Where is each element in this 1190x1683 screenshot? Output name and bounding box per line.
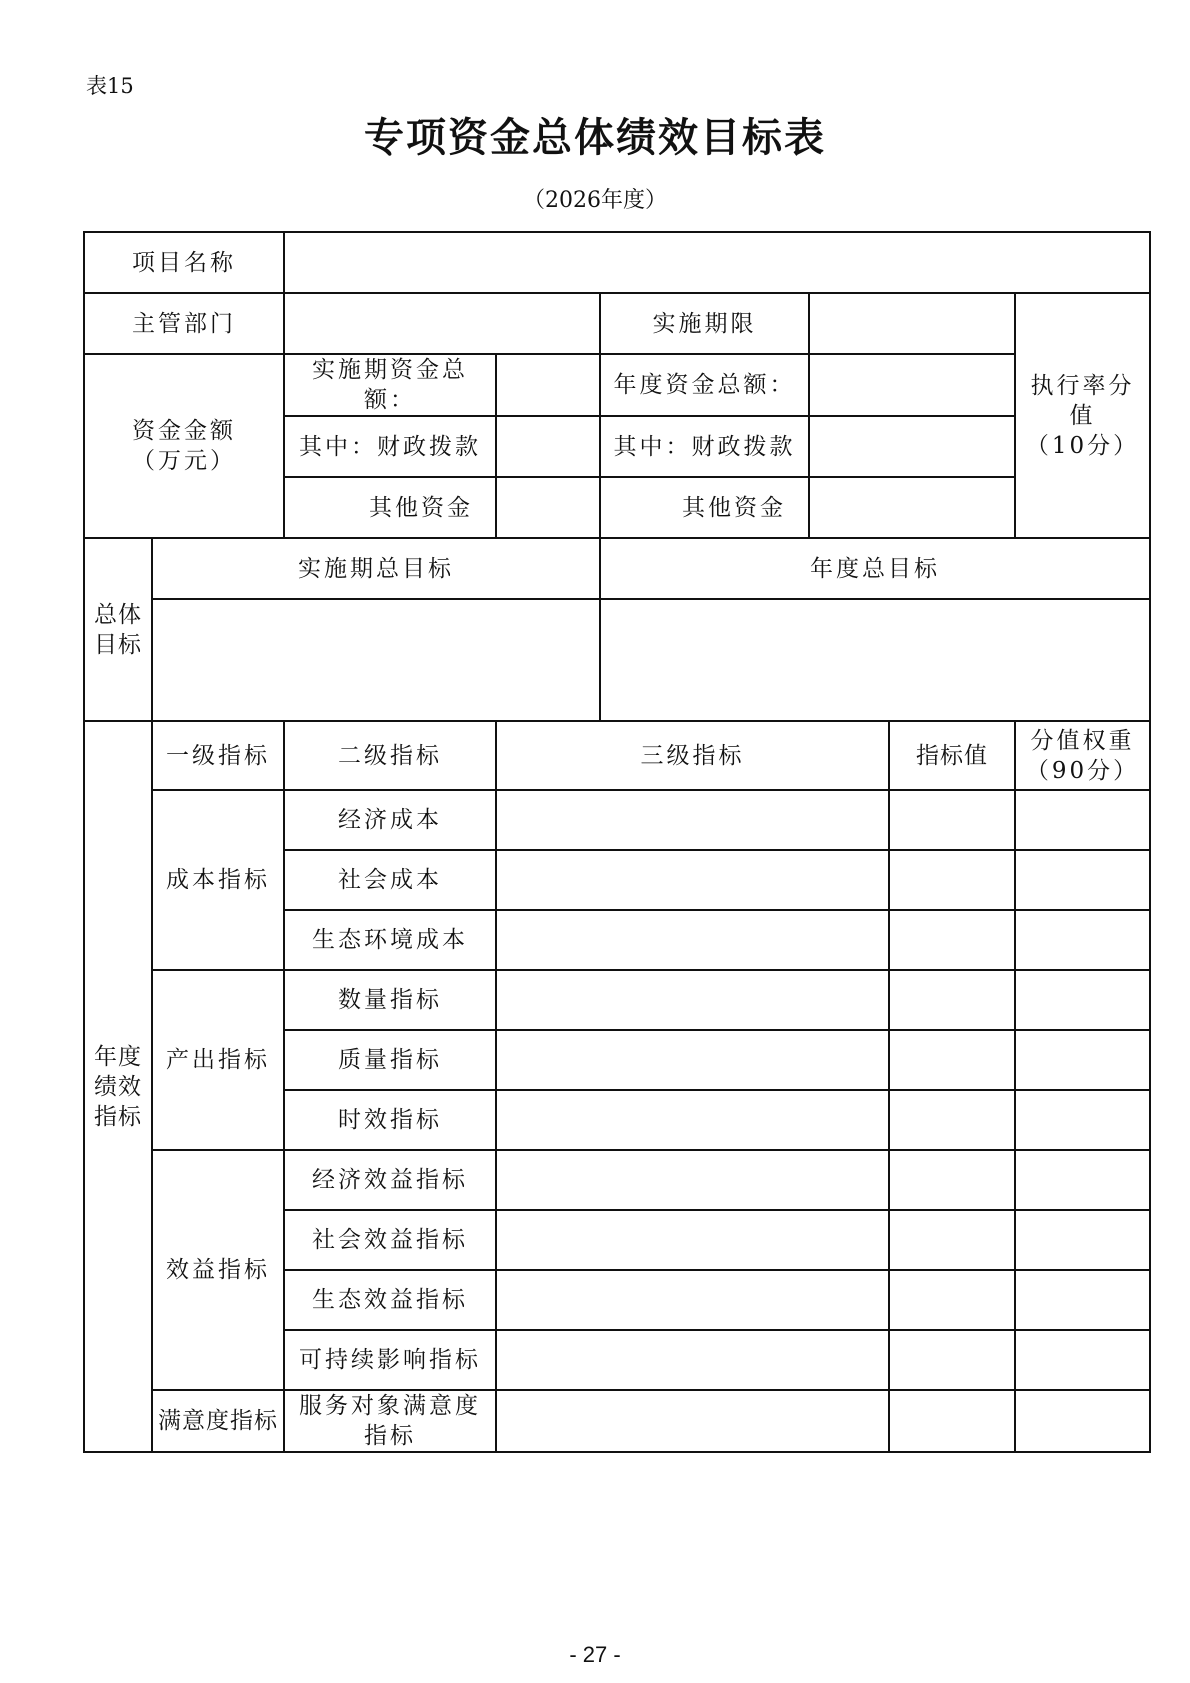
level3-cell[interactable]: [496, 970, 889, 1030]
level2-cell: [284, 1390, 496, 1452]
value-cell[interactable]: [889, 850, 1015, 910]
year-other-label: 其他资金: [600, 477, 809, 538]
level2-cell: 社会成本: [284, 850, 496, 910]
value-cell[interactable]: [889, 1270, 1015, 1330]
weight-cell[interactable]: [1015, 790, 1150, 850]
cost-indicator-label: 成本指标: [152, 790, 284, 970]
year-fiscal-cell[interactable]: [809, 416, 1015, 477]
weight-cell[interactable]: [1015, 970, 1150, 1030]
impl-fiscal-cell[interactable]: [496, 416, 600, 477]
department-cell[interactable]: [284, 293, 600, 354]
impl-goal-cell[interactable]: [152, 599, 600, 721]
level3-cell[interactable]: [496, 1330, 889, 1390]
project-name-cell[interactable]: [284, 232, 1150, 293]
level2-cell: 数量指标: [284, 970, 496, 1030]
satisfaction-indicator-label: 满意度指标: [152, 1390, 284, 1452]
table-row: [84, 1390, 1150, 1452]
impl-total-cell[interactable]: [496, 354, 600, 416]
weight-cell[interactable]: [1015, 910, 1150, 970]
exec-rate-score: （10分）: [1025, 432, 1140, 459]
level3-cell[interactable]: [496, 1030, 889, 1090]
value-cell[interactable]: [889, 1030, 1015, 1090]
year-goal-cell[interactable]: [600, 599, 1150, 721]
level2-header: 二级指标: [284, 721, 496, 790]
impl-other-cell[interactable]: [496, 477, 600, 538]
year-goal-header: 年度总目标: [600, 538, 1150, 599]
weight-label: 分值权重: [1030, 727, 1135, 754]
department-row: [84, 293, 1150, 354]
weight-cell[interactable]: [1015, 1030, 1150, 1090]
performance-target-table: [83, 231, 1151, 1453]
funds-total-row: [84, 354, 1150, 416]
impl-fiscal-label: 其中：财政拨款: [284, 416, 496, 477]
output-indicator-label: 产出指标: [152, 970, 284, 1150]
annual-label-line2: 绩效: [94, 1073, 142, 1100]
project-name-label: 项目名称: [84, 232, 284, 293]
benefit-indicator-label: 效益指标: [152, 1150, 284, 1390]
weight-cell[interactable]: [1015, 1150, 1150, 1210]
page-title: 专项资金总体绩效目标表: [364, 115, 826, 161]
value-cell[interactable]: [889, 1330, 1015, 1390]
value-cell[interactable]: [889, 1210, 1015, 1270]
level3-header: 三级指标: [496, 721, 889, 790]
annual-label-line3: 指标: [94, 1103, 142, 1130]
weight-cell[interactable]: [1015, 1330, 1150, 1390]
department-label: 主管部门: [84, 293, 284, 354]
level2-cell: 生态效益指标: [284, 1270, 496, 1330]
level3-cell[interactable]: [496, 1270, 889, 1330]
year-other-cell[interactable]: [809, 477, 1015, 538]
value-cell[interactable]: [889, 910, 1015, 970]
value-cell[interactable]: [889, 1390, 1015, 1452]
impl-goal-header: 实施期总目标: [152, 538, 600, 599]
indicator-value-header: 指标值: [889, 721, 1015, 790]
year-total-cell[interactable]: [809, 354, 1015, 416]
level2-cell: 社会效益指标: [284, 1210, 496, 1270]
overall-goal-header-row: [84, 538, 1150, 599]
overall-goal-label-line2: 目标: [94, 631, 142, 658]
level3-cell[interactable]: [496, 1150, 889, 1210]
satisfaction-item-line2: 指标: [364, 1423, 416, 1449]
level2-cell: 时效指标: [284, 1090, 496, 1150]
weight-score: （90分）: [1025, 757, 1140, 784]
overall-goal-content-row: [84, 599, 1150, 721]
level2-cell: 经济效益指标: [284, 1150, 496, 1210]
impl-other-label: 其他资金: [284, 477, 496, 538]
level3-cell[interactable]: [496, 850, 889, 910]
level2-cell: 生态环境成本: [284, 910, 496, 970]
weight-cell[interactable]: [1015, 1390, 1150, 1452]
value-cell[interactable]: [889, 790, 1015, 850]
funds-amount-unit: （万元）: [132, 448, 236, 474]
funds-amount-label: 资金金额: [132, 418, 236, 444]
weight-cell[interactable]: [1015, 1210, 1150, 1270]
impl-total-label: 实施期资金总额：: [284, 354, 496, 416]
satisfaction-item-line1: 服务对象满意度: [299, 1393, 481, 1419]
weight-cell[interactable]: [1015, 1270, 1150, 1330]
document-year: （2026年度）: [523, 188, 667, 213]
value-cell[interactable]: [889, 1150, 1015, 1210]
funds-amount-label-cell: [84, 354, 284, 538]
page-number: - 27 -: [569, 1642, 621, 1667]
level2-cell: 可持续影响指标: [284, 1330, 496, 1390]
weight-header: [1015, 721, 1150, 790]
annual-label-line1: 年度: [94, 1043, 142, 1070]
value-cell[interactable]: [889, 1090, 1015, 1150]
overall-goal-label: [84, 538, 152, 721]
level1-header: 一级指标: [152, 721, 284, 790]
level3-cell[interactable]: [496, 1210, 889, 1270]
weight-cell[interactable]: [1015, 850, 1150, 910]
project-name-row: [84, 232, 1150, 293]
table-row: [84, 970, 1150, 1030]
year-fiscal-label: 其中：财政拨款: [600, 416, 809, 477]
table-row: [84, 1150, 1150, 1210]
level3-cell[interactable]: [496, 1390, 889, 1452]
level3-cell[interactable]: [496, 1090, 889, 1150]
level3-cell[interactable]: [496, 790, 889, 850]
annual-indicator-label: [84, 721, 152, 1452]
level2-cell: 质量指标: [284, 1030, 496, 1090]
level3-cell[interactable]: [496, 910, 889, 970]
period-cell[interactable]: [809, 293, 1015, 354]
table-number: 表15: [86, 74, 134, 98]
exec-rate-label: 执行率分值: [1030, 372, 1135, 429]
table-row: [84, 790, 1150, 850]
period-label: 实施期限: [600, 293, 809, 354]
value-cell[interactable]: [889, 970, 1015, 1030]
exec-rate-score-cell: [1015, 293, 1150, 538]
weight-cell[interactable]: [1015, 1090, 1150, 1150]
level2-cell: 经济成本: [284, 790, 496, 850]
indicator-header-row: [84, 721, 1150, 790]
year-total-label: 年度资金总额：: [600, 354, 809, 416]
overall-goal-label-line1: 总体: [94, 601, 142, 628]
